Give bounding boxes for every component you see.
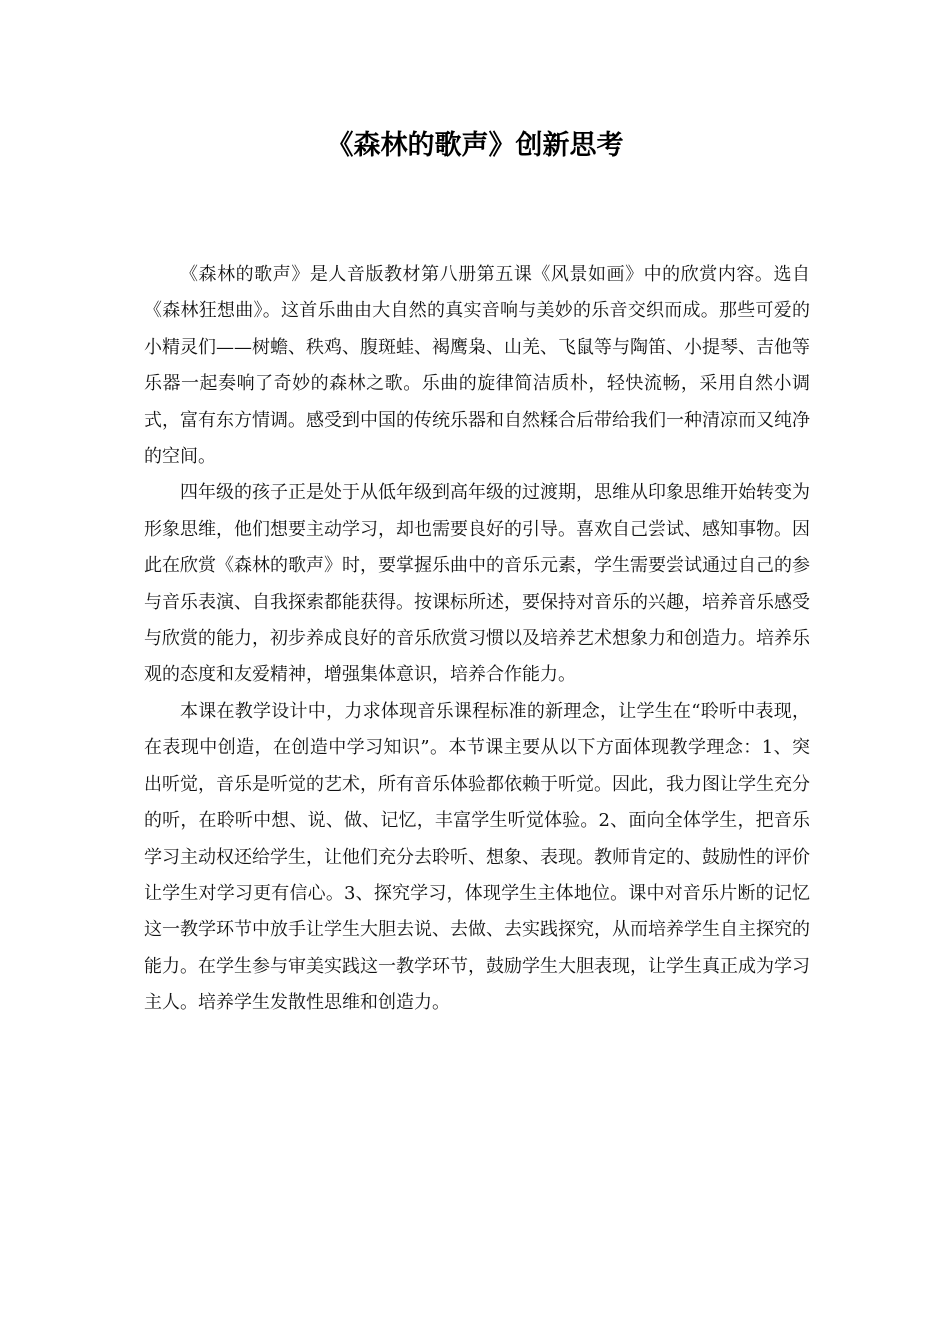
document-body [144,257,810,1022]
document-title: 《森林的歌声》创新思考 [326,130,624,161]
paragraph-teaching-design: 本课在教学设计中，力求体现音乐课程标准的新理念，让学生在“聆听中表现，在表现中创造，在创造中学习知识”。本节课主要从以下方面体现教学理念：1、突出听觉，音乐是听觉的艺术，所有音乐体验都依赖于听觉。因此，我力图让学生充分的听，在聆听中想、说、做、记忆，丰富学生听觉体验。2、面向全体学生，把音乐学习主动权还给学生，让他们充分去聆听、想象、表现。教师肯定的、鼓励性的评价让学生对学习更有信心。3、探究学习，体现学生主体地位。课中对音乐片断的记忆这一教学环节中放手让学生大胆去说、去做、去实践探究，从而培养学生自主探究的能力。在学生参与审美实践这一教学环节，鼓励学生大胆表现，让学生真正成为学习主人。培养学生发散性思维和创造力。 [144,700,810,1014]
paragraph-intro: 《森林的歌声》是人音版教材第八册第五课《风景如画》中的欣赏内容。选自《森林狂想曲》。这首乐曲由大自然的真实音响与美妙的乐音交织而成。那些可爱的小精灵们——树蟾、秩鸡、腹斑蛙、褐鹰枭、山羌、飞鼠等与陶笛、小提琴、吉他等乐器一起奏响了奇妙的森林之歌。乐曲的旋律简洁质朴，轻快流畅，采用自然小调式，富有东方情调。感受到中国的传统乐器和自然糅合后带给我们一种清凉而又纯净的空间。 [144,264,810,468]
paragraph-students: 四年级的孩子正是处于从低年级到高年级的过渡期，思维从印象思维开始转变为形象思维，他们想要主动学习，却也需要良好的引导。喜欢自己尝试、感知事物。因 此在欣赏《森林的歌声》时，要掌握乐曲中的音乐元素，学生需要尝试通过自己的参与音乐表演、自我探索都能获得。按课标所述，要保持对音乐的兴趣，培养音乐感受与欣赏的能力，初步养成良好的音乐欣赏习惯以及培养艺术想象力和创造力。培养乐观的态度和友爱精神，增强集体意识，培养合作能力。 [144,482,810,686]
